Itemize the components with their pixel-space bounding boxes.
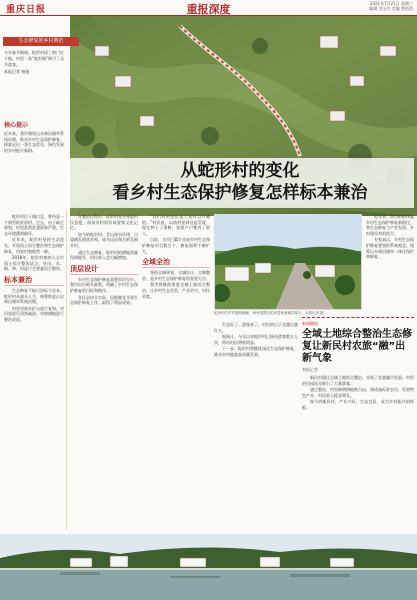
headline-line-2: 看乡村生态保护修复怎样标本兼治 bbox=[112, 183, 368, 203]
lead-reporter: 本报记者 杨骏 bbox=[4, 69, 30, 74]
paragraph: 2018年，蛇形村被纳入全市国土综合整治试点，对田、水、路、林、村进行全要素综合整治。 bbox=[4, 255, 64, 272]
paragraph: 近年来，蛇形村坚持生态优先，开展国土综合整治和生态保护修复，村容村貌焕然一新。 bbox=[4, 237, 64, 254]
news-link-box bbox=[302, 317, 414, 517]
paragraph: 据统计，今年以来蛇形村已接待游客数万人次，带动村民增收明显。 bbox=[214, 334, 298, 345]
masthead bbox=[0, 0, 417, 16]
section-tagline: 生态修复的乡村典范 bbox=[3, 37, 79, 46]
paragraph: 乡村生态保护修复需要顶层设计。我市出台相关政策，明确了乡村生态保护修复的目标和路径。 bbox=[70, 276, 138, 293]
news-link-title: 全域土地综合整治生态修复让新民村农旅“融”出新气象 bbox=[302, 329, 412, 364]
paragraph: 生态修复不能只治标不治本。蛇形村从源头入手，统筹推进山水林田湖草系统治理。 bbox=[4, 287, 64, 305]
paragraph: 村里对废弃矿山进行复绿，对河道进行清淤疏浚，对坡耕地进行整治改造。 bbox=[4, 305, 64, 322]
core-summary-title: 核心提示 bbox=[4, 122, 29, 129]
article-column-1 bbox=[4, 214, 64, 532]
village-road-photo bbox=[214, 214, 362, 310]
paragraph: 下一步，蛇形村将继续深化生态保护修复，推动乡村旅游高质量发展。 bbox=[214, 346, 298, 357]
paragraph: 目前，全市已累计完成乡村生态保护修复项目数百个，修复面积不断扩大。 bbox=[142, 237, 210, 254]
newspaper-logo: 重庆日报 bbox=[6, 5, 47, 15]
article-column-4 bbox=[214, 322, 298, 532]
paragraph: “我们村的变化是大家有目共睹的。”村民说，以前村里到处是荒坡，现在种上了果树，家家户户都有了收入。 bbox=[142, 214, 210, 236]
section-title: 重报深度 bbox=[186, 3, 231, 16]
subheading-dingceng-sheji: 顶层设计 bbox=[70, 264, 138, 275]
article-column-3 bbox=[142, 214, 210, 532]
issue-date: 2021年7月21日 星期三 bbox=[369, 1, 413, 6]
village-road-image bbox=[215, 215, 362, 310]
article-column-2 bbox=[70, 214, 138, 532]
paragraph: 在整治过程中，蛇形村充分尊重村民意愿，保留乡村原有风貌和文化记忆。 bbox=[70, 214, 138, 231]
paragraph: 坚持全域规划、全域设计、全域整治，是乡村生态保护修复的重要方法。 bbox=[142, 270, 210, 281]
column-divider bbox=[66, 210, 67, 530]
paragraph: 近年来，我市积极探索乡村生态保护修复新路径，将生态修复与产业发展、乡村建设有机结合。 bbox=[366, 214, 414, 236]
paragraph: 如今的新民村，产业兴旺、生态宜居，成为乡村振兴的样板。 bbox=[302, 399, 414, 410]
paragraph: 生态好了，游客来了，村民的日子也越过越红火。 bbox=[214, 322, 298, 333]
issue-meta bbox=[343, 1, 413, 11]
paragraph: 蛇形村位于城口县，曾经是一个典型的贫困村。过去，由于缺乏规划，村里乱搭乱建现象严重，生态环境遭到破坏。 bbox=[4, 214, 64, 236]
paragraph: 新民村通过全域土地综合整治，实现了农旅融合发展，村里的田园风光吸引了大量游客。 bbox=[302, 375, 414, 386]
paragraph: 通过生态修复，蛇形村的耕地质量得到提升，村民收入也大幅增加。 bbox=[70, 249, 138, 261]
paragraph: 如今的蛇形村，青山绿水环绕，白墙黛瓦错落有致，成为远近闻名的美丽乡村。 bbox=[70, 231, 138, 248]
issue-editor: 编辑 刘玉玲 美编 曾依韵 bbox=[369, 6, 413, 11]
paragraph: 专家表示，乡村生态保护修复要坚持系统观念，统筹山水林田湖草一体化保护和修复。 bbox=[366, 237, 414, 260]
lake-village-photo bbox=[0, 534, 417, 600]
lead-note bbox=[4, 50, 66, 75]
news-link-tag: 新闻链接 bbox=[302, 321, 318, 326]
news-link-byline: 本报记者 bbox=[302, 367, 318, 372]
headline bbox=[70, 160, 410, 204]
subheading-quanyu-quanzhi: 全域全治 bbox=[142, 257, 210, 268]
paragraph: 我市将继续推进全域土地综合整治，让乡村生态更美、产业更兴、村民更富。 bbox=[142, 282, 210, 299]
subheading-biaobenjianzhi: 标本兼治 bbox=[4, 275, 64, 286]
paragraph: 通过整治，村里新增耕地数百亩，建成高标准农田，发展特色产业，村民收入稳步增长。 bbox=[302, 387, 414, 398]
news-link-body bbox=[302, 375, 414, 411]
photo-caption: 蛇形村的乡村道路蜿蜒，两旁是整洁的民居和葱郁的林木。本报记者 摄 bbox=[214, 311, 324, 315]
core-summary-box bbox=[4, 120, 66, 153]
article-column-5 bbox=[366, 214, 414, 314]
paragraph: 各区县结合实际，因地制宜开展生态保护修复工作，取得了明显成效。 bbox=[70, 294, 138, 306]
core-summary-text: 近年来，我市聚焦山水林田湖草系统治理，推动乡村生态保护修复，探索走出一条生态优先、绿色发展的乡村振兴新路。 bbox=[4, 131, 64, 153]
lead-note-text: 今年春节期间，蛇形村成了热门打卡地，村里一条“蛇形路”吸引了众多游客。 bbox=[4, 50, 65, 67]
headline-line-1: 从蛇形村的变化 bbox=[180, 161, 300, 181]
lake-village-image bbox=[0, 534, 417, 600]
